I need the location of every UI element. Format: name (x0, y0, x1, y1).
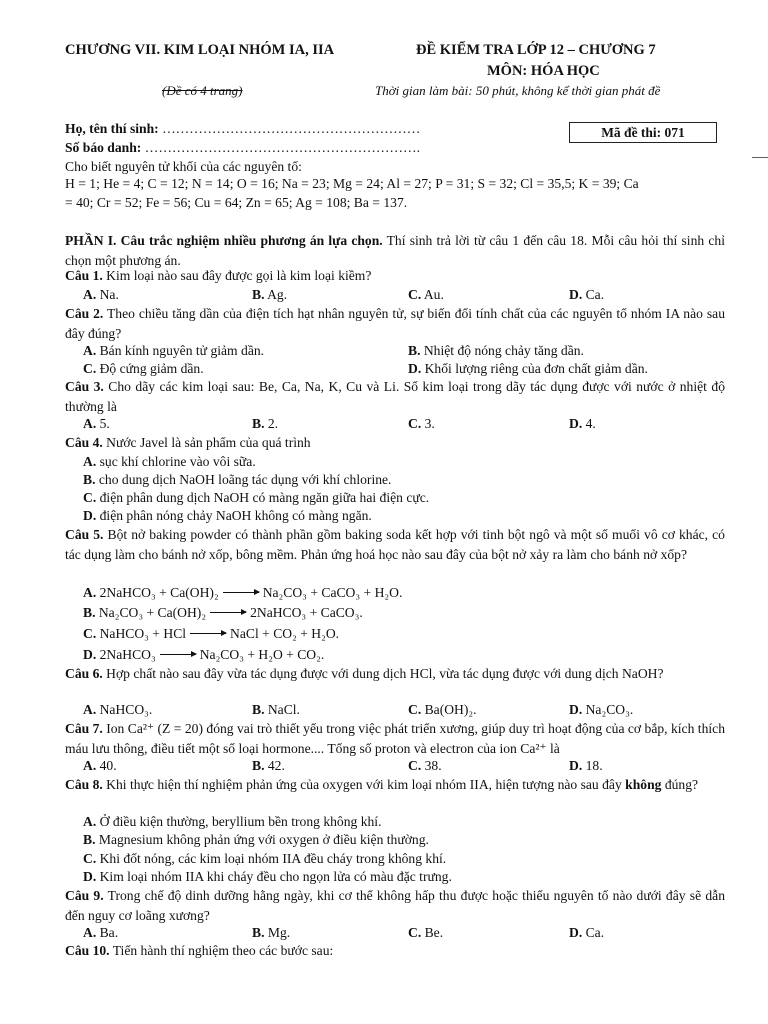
candidate-id-label: Số báo danh: (65, 140, 142, 155)
q3-option-b: B. 2. (252, 416, 279, 431)
exam-title: ĐỀ KIỂM TRA LỚP 12 – CHƯƠNG 7 (416, 42, 656, 58)
q4-option-b: B. cho dung dịch NaOH loãng tác dụng với khí chlorine. (83, 472, 392, 487)
q9-option-a: A. Ba. (83, 925, 119, 940)
part1-title: PHẦN I. Câu trắc nghiệm nhiều phương án lựa chọn. (65, 233, 383, 248)
q1-options (65, 285, 745, 304)
q7-option-a: A. 40. (83, 758, 117, 773)
q5-option-c: C. NaHCO₃ + HCl NaCl + CO₂ + H₂O. (83, 626, 340, 641)
q8-text-end: đúng? (661, 777, 699, 792)
q7-option-c: C. 38. (408, 758, 442, 773)
q2-option-d: D. Khối lượng riêng của đơn chất giảm dần. (408, 361, 648, 376)
q8-label: Câu 8. (65, 777, 103, 792)
q9-text: Trong chế độ dinh dưỡng hằng ngày, khi cơ thể không hấp thu được hoặc thiếu nguyên tố nào dưới đây sẽ dẫn đến nguy cơ loãng xương? (65, 888, 725, 923)
q5-text: Bột nở baking powder có thành phần gồm baking soda kết hợp với tinh bột ngô và một số muối vô cơ khác, có tác dụng làm cho bánh nở xốp, bông mềm. Phản ứng hoá học nào sau đây của bột nở xảy ra làm cho bánh nở xốp? (65, 527, 725, 562)
q8-option-b: B. Magnesium không phản ứng với oxygen ở điều kiện thường. (83, 832, 429, 847)
question-6 (65, 664, 725, 684)
subject-title: MÔN: HÓA HỌC (487, 63, 600, 79)
q4-label: Câu 4. (65, 435, 103, 450)
question-8 (65, 775, 725, 795)
q1-option-c: C. Au. (408, 287, 444, 302)
candidate-id-dots: ……………………………………………………. (144, 140, 420, 155)
q4-option-d: D. điện phân nóng chảy NaOH không có màng ngăn. (83, 508, 372, 523)
q10-text: Tiến hành thí nghiệm theo các bước sau: (109, 943, 334, 958)
question-9 (65, 886, 725, 925)
q9-option-b: B. Mg. (252, 925, 291, 940)
q7-option-d: D. 18. (569, 758, 603, 773)
q10-label: Câu 10. (65, 943, 110, 958)
reaction-arrow-icon (210, 612, 246, 613)
q8-option-c: C. Khi đốt nóng, các kim loại nhóm IIA đều cháy trong không khí. (83, 851, 447, 866)
q2-option-b: B. Nhiệt độ nóng chảy tăng dần. (408, 343, 584, 358)
q3-option-d: D. 4. (569, 416, 596, 431)
part1-heading (65, 231, 725, 270)
q5-option-b: B. Na₂CO₃ + Ca(OH)₂ 2NaHCO₃ + CaCO₃. (83, 605, 363, 620)
candidate-name-label: Họ, tên thí sinh: (65, 121, 159, 136)
reaction-arrow-icon (223, 592, 259, 593)
q2-option-a: A. Bán kính nguyên tử giảm dần. (83, 343, 265, 358)
question-5 (65, 525, 725, 564)
exam-code-box: Mã đề thi: 071 (569, 122, 717, 143)
question-2 (65, 304, 725, 343)
q9-option-c: C. Be. (408, 925, 444, 940)
q1-label: Câu 1. (65, 268, 103, 283)
question-7 (65, 719, 725, 758)
q4-option-a: A. sục khí chlorine vào vôi sữa. (83, 454, 256, 469)
q5-option-d: D. 2NaHCO₃ Na₂CO₃ + H₂O + CO₂. (83, 647, 325, 662)
q1-option-a: A. Na. (83, 287, 119, 302)
atomic-mass-line-2: = 40; Cr = 52; Fe = 56; Cu = 64; Zn = 65; Ag = 108; Ba = 137. (65, 195, 408, 210)
q9-options (65, 923, 745, 942)
margin-mark (752, 157, 768, 158)
part1-instruction: Thí sinh trả lời từ câu 1 đến câu 18. Mỗi câu hỏi thí sinh chỉ chọn một phương án. (65, 233, 725, 268)
candidate-id-line (65, 140, 420, 156)
q1-text: Kim loại nào sau đây được gọi là kim loại kiềm? (102, 268, 372, 283)
q7-options (65, 756, 745, 775)
time-note: Thời gian làm bài: 50 phút, không kể thời gian phát đề (375, 83, 661, 98)
chapter-title: CHƯƠNG VII. KIM LOẠI NHÓM IA, IIA (65, 42, 335, 58)
candidate-name-line (65, 121, 420, 137)
q3-option-c: C. 3. (408, 416, 435, 431)
q2-label: Câu 2. (65, 306, 104, 321)
pages-note: (Đề có 4 trang) (162, 83, 243, 98)
q5-option-a: A. 2NaHCO₃ + Ca(OH)₂ Na₂CO₃ + CaCO₃ + H₂O. (83, 585, 403, 600)
atomic-mass-intro: Cho biết nguyên tử khối của các nguyên tố: (65, 159, 302, 174)
reaction-arrow-icon (190, 633, 226, 634)
q4-text: Nước Javel là sản phẩm của quá trình (102, 435, 311, 450)
q8-option-d: D. Kim loại nhóm IIA khi cháy đều cho ngọn lửa có màu đặc trưng. (83, 869, 452, 884)
q7-option-b: B. 42. (252, 758, 285, 773)
q1-option-b: B. Ag. (252, 287, 288, 302)
q6-option-d: D. Na₂CO₃. (569, 702, 634, 717)
q6-option-a: A. NaHCO₃. (83, 702, 153, 717)
q8-negation: không (625, 777, 662, 792)
q7-text: Ion Ca²⁺ (Z = 20) đóng vai trò thiết yếu trong việc phát triển xương, giúp duy trì hoạt động của cơ bắp, kích thích máu lưu thông, điều tiết một số loại hormone.... Tổng số proton và electron của ion Ca²⁺ là (65, 721, 725, 756)
q2-options-row-1 (65, 341, 745, 360)
q8-text: Khi thực hiện thí nghiệm phản ứng của oxygen với kim loại nhóm IIA, hiện tượng nào sau đây (102, 777, 626, 792)
question-1 (65, 266, 725, 286)
question-3 (65, 377, 725, 416)
q9-label: Câu 9. (65, 888, 104, 903)
candidate-name-dots: ………………………………………………… (162, 121, 421, 136)
q7-label: Câu 7. (65, 721, 103, 736)
q5-label: Câu 5. (65, 527, 104, 542)
atomic-mass-line-1: H = 1; He = 4; C = 12; N = 14; O = 16; Na = 23; Mg = 24; Al = 27; P = 31; S = 32; Cl = 35,5; K = 39; Ca (65, 176, 639, 191)
q6-option-b: B. NaCl. (252, 702, 300, 717)
q6-options (65, 700, 745, 719)
q3-option-a: A. 5. (83, 416, 110, 431)
q1-option-d: D. Ca. (569, 287, 605, 302)
q3-text: Cho dãy các kim loại sau: Be, Ca, Na, K, Cu và Li. Số kim loại trong dãy tác dụng được với nước ở nhiệt độ thường là (65, 379, 725, 414)
q4-option-c: C. điện phân dung dịch NaOH có màng ngăn giữa hai điện cực. (83, 490, 430, 505)
q3-label: Câu 3. (65, 379, 104, 394)
question-4 (65, 433, 725, 453)
reaction-arrow-icon (160, 654, 196, 655)
q9-option-d: D. Ca. (569, 925, 605, 940)
q3-options (65, 414, 745, 433)
q6-text: Hợp chất nào sau đây vừa tác dụng được với dung dịch HCl, vừa tác dụng được với dung dịch NaOH? (102, 666, 664, 681)
q8-option-a: A. Ở điều kiện thường, beryllium bền trong không khí. (83, 814, 382, 829)
q2-option-c: C. Độ cứng giảm dần. (83, 361, 204, 376)
q6-label: Câu 6. (65, 666, 103, 681)
q2-options-row-2 (65, 359, 745, 378)
q6-option-c: C. Ba(OH)₂. (408, 702, 477, 717)
question-10 (65, 941, 725, 961)
q2-text: Theo chiều tăng dần của điện tích hạt nhân nguyên tử, sự biến đổi tính chất của các nguyên tố nhóm IA nào sau đây đúng? (65, 306, 725, 341)
